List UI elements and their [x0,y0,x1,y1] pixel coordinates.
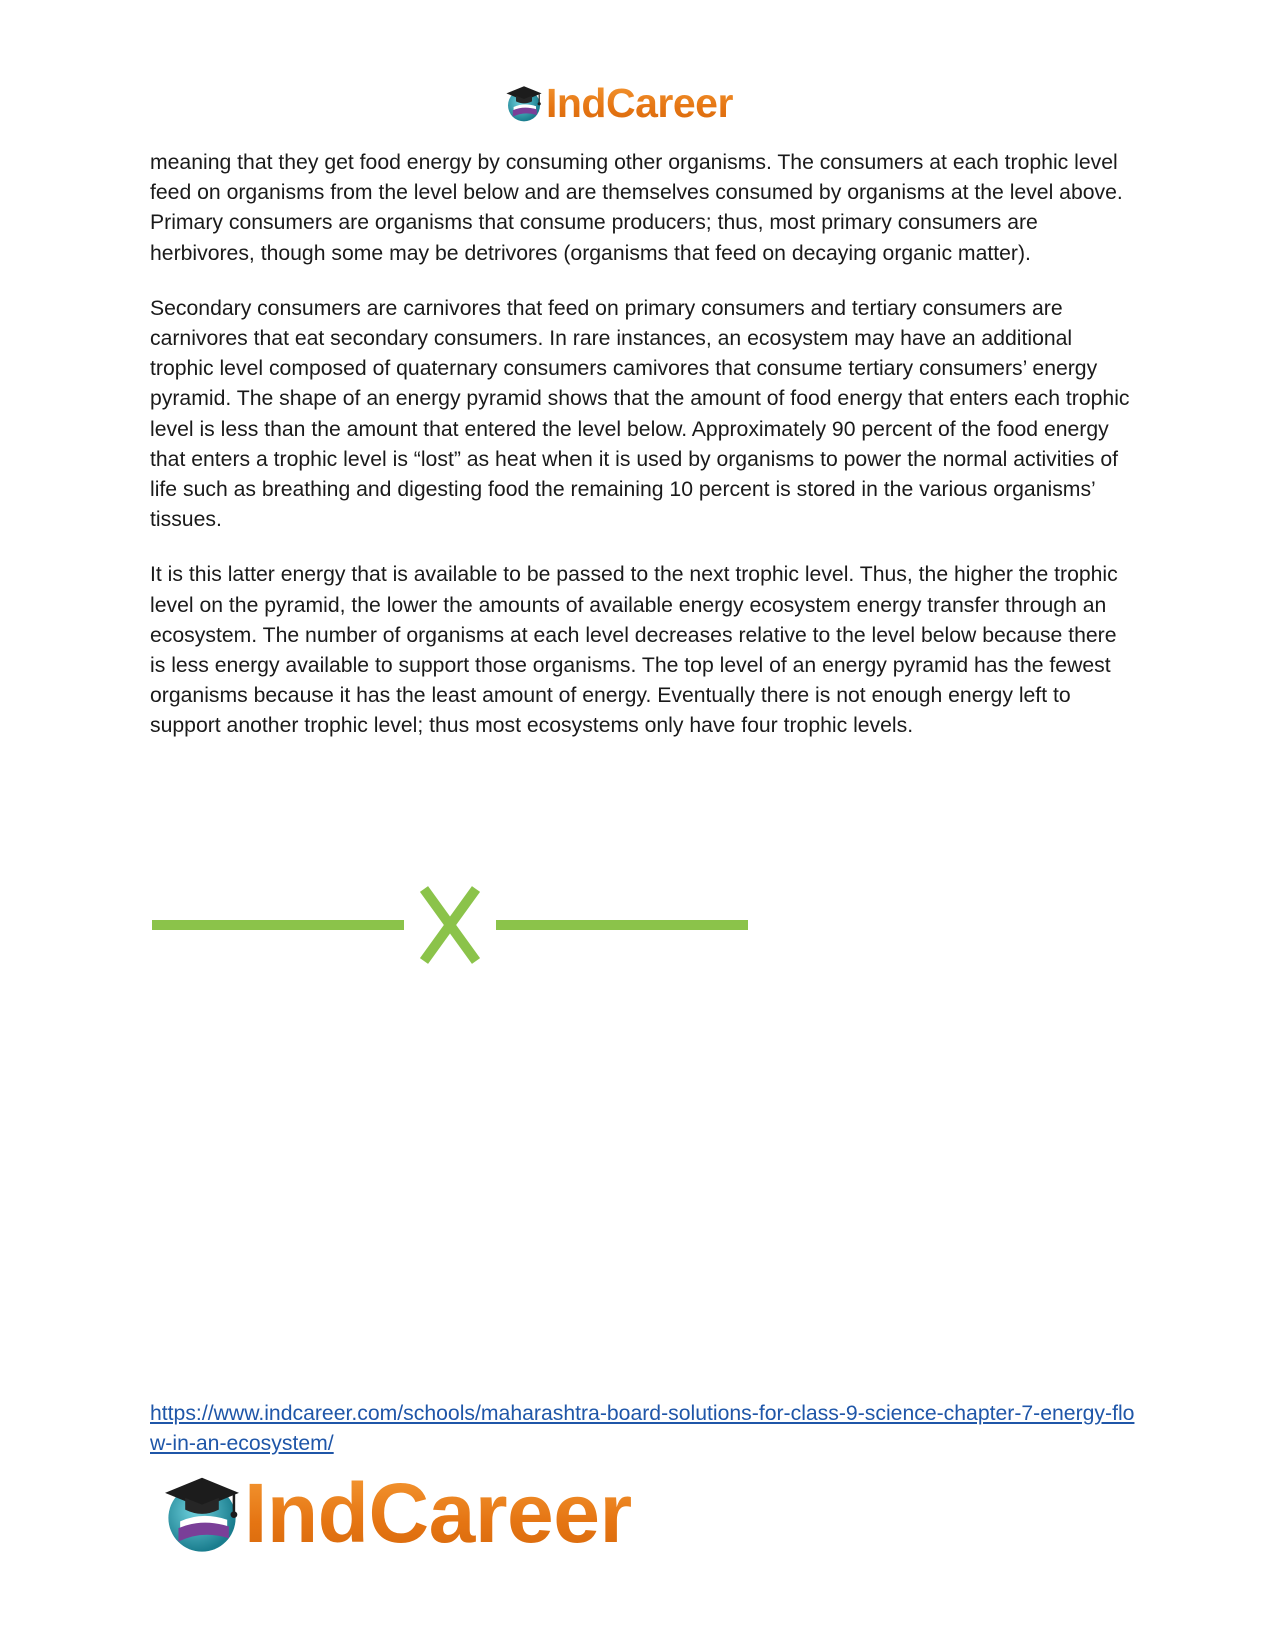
graduation-cap-globe-icon [160,1471,244,1555]
document-body [150,148,1130,767]
footer-logo [160,1468,632,1558]
footer-logo-text: IndCareer [244,1466,632,1560]
paragraph-1: meaning that they get food energy by consuming other organisms. The consumers at each trophic level feed on organisms from the level below and are themselves consumed by organisms at the level above. Primary consumers are organisms that consume producers; thus, most primary consumers are herbivores, though some may be detrivores (organisms that feed on decaying organic matter). [150,151,1123,265]
paragraph-2: Secondary consumers are carnivores that feed on primary consumers and tertiary consumers are carnivores that eat secondary consumers. In rare instances, an ecosystem may have an additional trophic level composed of quaternary consumers camivores that consume tertiary consumers’ energy pyramid. The shape of an energy pyramid shows that the amount of food energy that enters each trophic level is less than the amount that entered the level below. Approximately 90 percent of the food energy that enters a trophic level is “lost” as heat when it is used by organisms to power the normal activities of life such as breathing and digesting food the remaining 10 percent is stored in the various organisms’ tissues. [150,296,1130,532]
header-logo [504,80,733,126]
green-x-divider-icon [150,885,760,965]
graduation-cap-globe-icon [504,83,544,123]
paragraph-3: It is this latter energy that is available to be passed to the next trophic level. Thus, the higher the trophic level on the pyramid, the lower the amounts of available energy ecosystem energy transfer through an ecosystem. The number of organisms at each level decreases relative to the level below because there is less energy available to support those organisms. The top level of an energy pyramid has the fewest organisms because it has the least amount of energy. Eventually there is not enough energy left to support another trophic level; thus most ecosystems only have four trophic levels. [150,563,1118,738]
header-logo-text: IndCareer [546,80,733,126]
source-link[interactable]: https://www.indcareer.com/schools/maharashtra-board-solutions-for-class-9-science-chapter-7-energy-flow-in-an-ecosystem/ [150,1402,1135,1455]
x-divider [150,885,760,965]
